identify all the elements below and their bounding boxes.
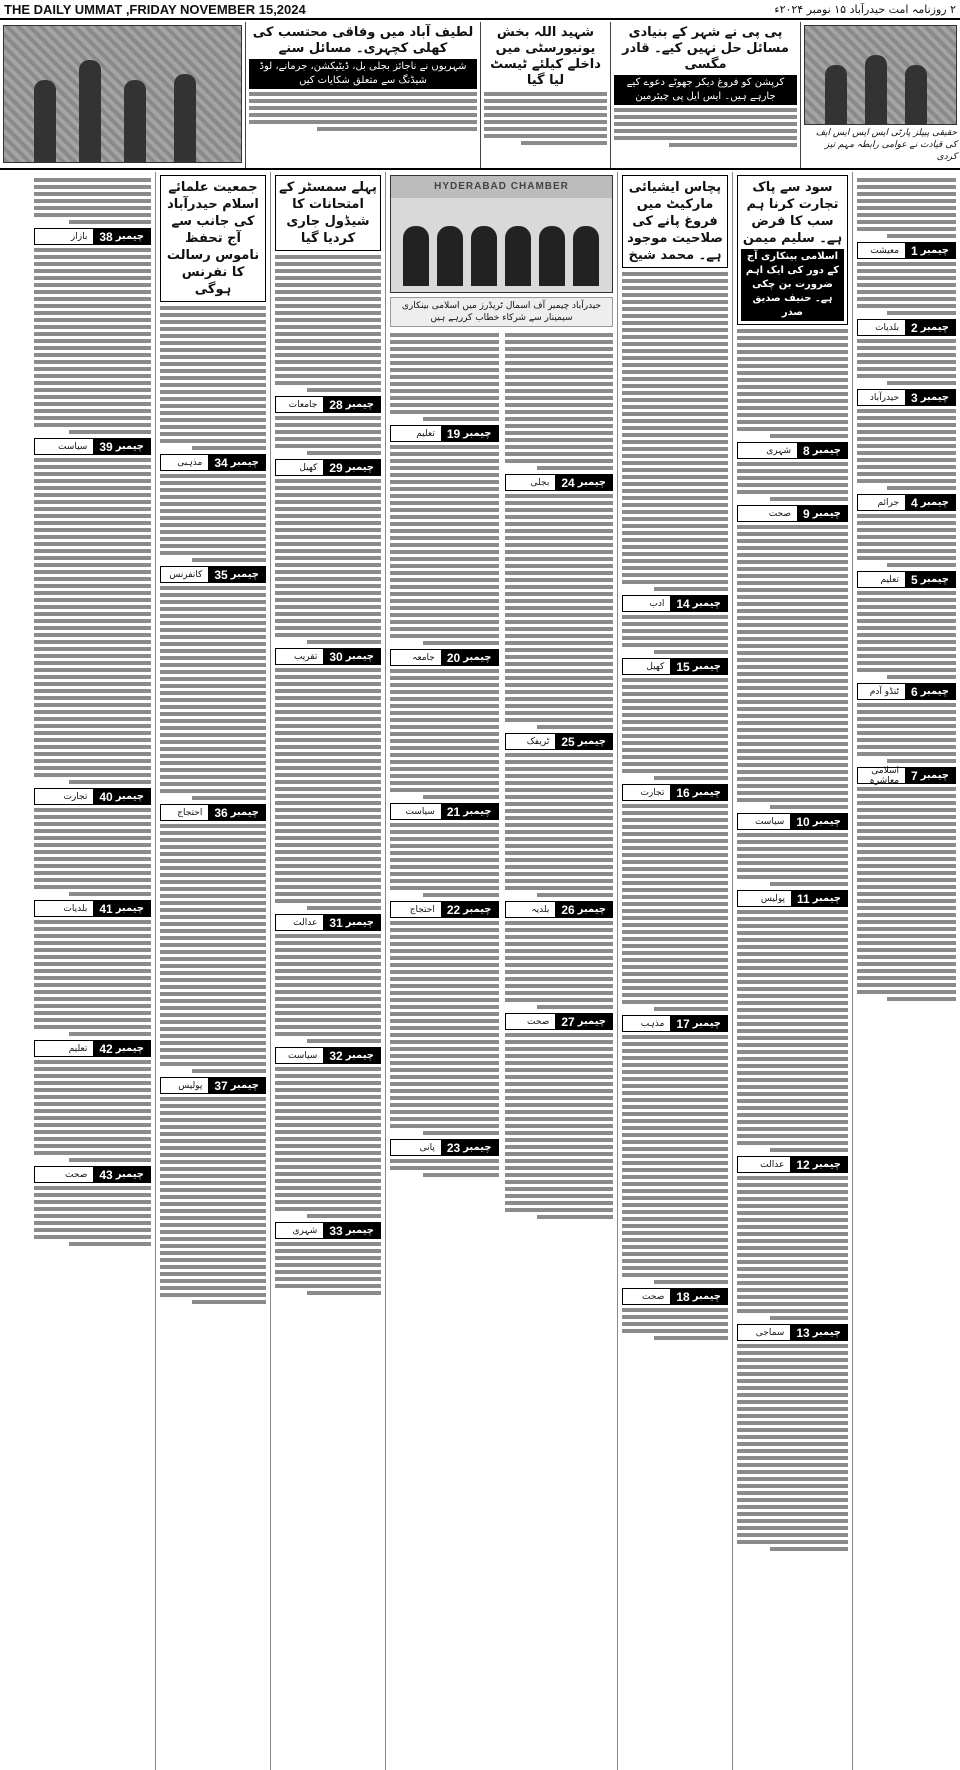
top-band [0, 22, 960, 170]
top-story-magsi [610, 22, 800, 168]
section-header: چیمبر 31 عدالت [275, 914, 381, 931]
column-3 [617, 172, 732, 1770]
section-header: چیمبر 39 سیاست [34, 438, 151, 455]
masthead [0, 0, 960, 20]
section-header: چیمبر 35 کانفرنس [160, 566, 266, 583]
section-header: چیمبر 2 بلدیات [857, 319, 956, 336]
column-6 [270, 172, 385, 1770]
section-header: چیمبر 5 تعلیم [857, 571, 956, 588]
section-header: چیمبر 10 سیاست [737, 813, 848, 830]
section-header: چیمبر 9 صحت [737, 505, 848, 522]
masthead-title: THE DAILY UMMAT ,FRIDAY NOVEMBER 15,2024 [4, 1, 306, 17]
section-header: چیمبر 32 سیاست [275, 1047, 381, 1064]
box-headline: جمعیت علمائے اسلام حیدرآباد کی جانب سے آج تحفظ ناموس رسالت کا نفرنس ہوگی [160, 175, 266, 302]
headline-strip: شہریوں نے ناجائز بجلی بل، ڈیٹیکشن، جرمانے، لوڈ شیڈنگ سے متعلق شکایات کیں [249, 59, 477, 89]
section-header: چیمبر 8 شہری [737, 442, 848, 459]
section-header: چیمبر 7 اسلامی معاشرہ [857, 767, 956, 784]
column-8 [30, 172, 155, 1770]
top-photo-left [0, 22, 245, 168]
section-header: چیمبر 15 کھیل [622, 658, 728, 675]
section-header: چیمبر 33 شہری [275, 1222, 381, 1239]
section-header: چیمبر 12 عدالت [737, 1156, 848, 1173]
section-header: چیمبر 26 بلدیہ [505, 901, 614, 918]
section-header: چیمبر 22 احتجاج [390, 901, 499, 918]
box-headline: پہلے سمسٹر کے امتحانات کا شیڈول جاری کردیا گیا [275, 175, 381, 251]
section-header: چیمبر 6 ٹنڈو آدم [857, 683, 956, 700]
section-header: چیمبر 30 تقریب [275, 648, 381, 665]
section-header: چیمبر 4 جرائم [857, 494, 956, 511]
section-header: چیمبر 40 تجارت [34, 788, 151, 805]
top-story-university [480, 22, 610, 168]
headline: شہید اللہ بخش یونیورسٹی میں داخلے کیلئے ٹیسٹ لیا گیا [490, 25, 601, 88]
section-header: چیمبر 29 کھیل [275, 459, 381, 476]
section-header: چیمبر 20 جامعہ [390, 649, 499, 666]
section-header: چیمبر 25 ٹریفک [505, 733, 614, 750]
section-header: چیمبر 3 حیدرآباد [857, 389, 956, 406]
section-header: چیمبر 16 تجارت [622, 784, 728, 801]
headline-strip: کرپشن کو فروغ دیکر جھوٹے دعوے کیے جارہے ہیں۔ ایس ایل پی چیئرمین [614, 75, 797, 105]
section-header: چیمبر 38 بازار [34, 228, 151, 245]
section-header: چیمبر 43 صحت [34, 1166, 151, 1183]
section-header: چیمبر 1 معیشت [857, 242, 956, 259]
photo-caption: حیدرآباد چیمبر آف اسمال ٹریڈرز میں اسلامی بینکاری سیمینار سے شرکاء خطاب کررہے ہیں [390, 297, 613, 327]
news-photo [3, 25, 242, 163]
section-header: چیمبر 19 تعلیم [390, 425, 499, 442]
chamber-photo: HYDERABAD CHAMBER [390, 175, 613, 293]
column-2 [732, 172, 852, 1770]
section-header: چیمبر 28 جامعات [275, 396, 381, 413]
section-header: چیمبر 17 مذہب [622, 1015, 728, 1032]
article-columns [0, 172, 960, 1770]
headline: لطیف آباد میں وفاقی محتسب کی کھلی کچہری۔ مسائل سنے [252, 25, 474, 56]
section-header: چیمبر 37 پولیس [160, 1077, 266, 1094]
top-story-ombudsman [245, 22, 480, 168]
section-header: چیمبر 42 تعلیم [34, 1040, 151, 1057]
section-header: چیمبر 23 پانی [390, 1139, 499, 1156]
section-header: چیمبر 13 سماجی [737, 1324, 848, 1341]
masthead-urdu-date: ۲ روزنامہ امت حیدرآباد ۱۵ نومبر ۲۰۲۴ء [774, 2, 956, 16]
box-headline: پچاس ایشیائی مارکیٹ میں فروغ پانے کی صلاحیت موجود ہے۔ محمد شیخ [622, 175, 728, 268]
section-header: چیمبر 11 پولیس [737, 890, 848, 907]
section-header: چیمبر 41 بلدیات [34, 900, 151, 917]
column-7 [155, 172, 270, 1770]
section-header: چیمبر 36 احتجاج [160, 804, 266, 821]
photo-caption: حقیقی پیپلز پارٹی ایس ایس ایس ایف کی قیادت نے عوامی رابطہ مہم تیز کردی [815, 128, 957, 162]
section-header: چیمبر 34 مذہبی [160, 454, 266, 471]
column-1 [852, 172, 960, 1770]
section-header: چیمبر 24 بجلی [505, 474, 614, 491]
section-header: چیمبر 14 ادب [622, 595, 728, 612]
section-header: چیمبر 27 صحت [505, 1013, 614, 1030]
top-photo-story-right [800, 22, 960, 168]
headline: پی پی نے شہر کے بنیادی مسائل حل نہیں کیے۔ قادر مگسی [622, 25, 789, 72]
news-photo [804, 25, 957, 125]
section-header: چیمبر 18 صحت [622, 1288, 728, 1305]
section-header: چیمبر 21 سیاست [390, 803, 499, 820]
column-4-5 [385, 172, 617, 1770]
box-headline: سود سے پاک تجارت کرنا ہم سب کا فرض ہے۔ سلیم میمن اسلامی بینکاری آج کے دور کی ایک اہم ضرورت بن چکی ہے۔ حنیف صدیق صدر [737, 175, 848, 325]
